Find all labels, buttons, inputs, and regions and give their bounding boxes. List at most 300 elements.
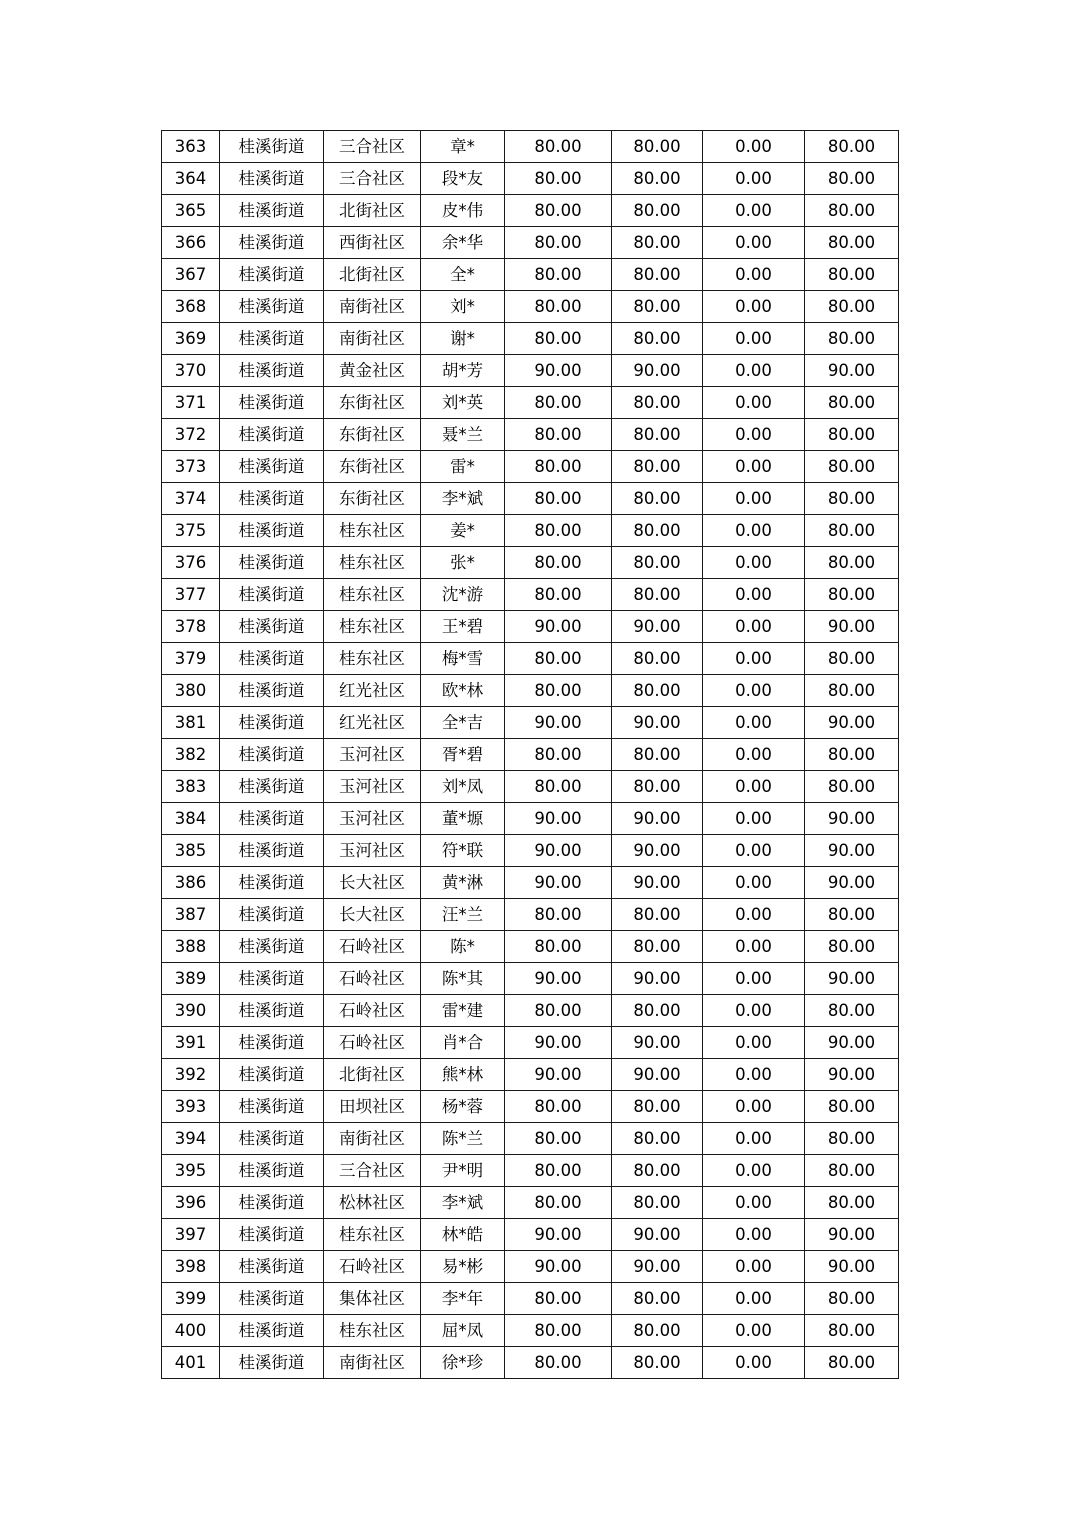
community-cell: 西街社区 xyxy=(324,227,421,259)
name-cell: 尹*明 xyxy=(421,1155,505,1187)
amount-cell-4: 80.00 xyxy=(805,387,899,419)
amount-cell-2: 80.00 xyxy=(612,579,703,611)
table-row xyxy=(162,259,899,291)
amount-cell-4: 80.00 xyxy=(805,1091,899,1123)
row-number-cell: 367 xyxy=(162,259,220,291)
amount-cell-4: 90.00 xyxy=(805,1251,899,1283)
subdistrict-cell: 桂溪街道 xyxy=(220,579,324,611)
amount-cell-1: 80.00 xyxy=(505,419,612,451)
amount-cell-4: 80.00 xyxy=(805,195,899,227)
amount-cell-1: 80.00 xyxy=(505,1347,612,1379)
amount-cell-2: 90.00 xyxy=(612,355,703,387)
table-row xyxy=(162,419,899,451)
name-cell: 梅*雪 xyxy=(421,643,505,675)
amount-cell-4: 90.00 xyxy=(805,1219,899,1251)
amount-cell-2: 90.00 xyxy=(612,963,703,995)
amount-cell-4: 90.00 xyxy=(805,355,899,387)
amount-cell-3: 0.00 xyxy=(703,643,805,675)
amount-cell-2: 80.00 xyxy=(612,387,703,419)
row-number-cell: 381 xyxy=(162,707,220,739)
amount-cell-4: 80.00 xyxy=(805,515,899,547)
community-cell: 石岭社区 xyxy=(324,995,421,1027)
name-cell: 林*皓 xyxy=(421,1219,505,1251)
amount-cell-3: 0.00 xyxy=(703,867,805,899)
amount-cell-4: 80.00 xyxy=(805,899,899,931)
table-row xyxy=(162,963,899,995)
row-number-cell: 391 xyxy=(162,1027,220,1059)
amount-cell-2: 80.00 xyxy=(612,1123,703,1155)
amount-cell-3: 0.00 xyxy=(703,995,805,1027)
amount-cell-1: 90.00 xyxy=(505,803,612,835)
amount-cell-2: 80.00 xyxy=(612,1315,703,1347)
subdistrict-cell: 桂溪街道 xyxy=(220,643,324,675)
table-row xyxy=(162,611,899,643)
amount-cell-3: 0.00 xyxy=(703,1283,805,1315)
table-row xyxy=(162,547,899,579)
row-number-cell: 389 xyxy=(162,963,220,995)
subdistrict-cell: 桂溪街道 xyxy=(220,131,324,163)
amount-cell-4: 80.00 xyxy=(805,1155,899,1187)
amount-cell-3: 0.00 xyxy=(703,291,805,323)
name-cell: 沈*游 xyxy=(421,579,505,611)
amount-cell-3: 0.00 xyxy=(703,131,805,163)
community-cell: 桂东社区 xyxy=(324,547,421,579)
name-cell: 肖*合 xyxy=(421,1027,505,1059)
row-number-cell: 363 xyxy=(162,131,220,163)
amount-cell-4: 80.00 xyxy=(805,259,899,291)
name-cell: 陈*兰 xyxy=(421,1123,505,1155)
subdistrict-cell: 桂溪街道 xyxy=(220,835,324,867)
amount-cell-4: 80.00 xyxy=(805,1315,899,1347)
name-cell: 徐*珍 xyxy=(421,1347,505,1379)
row-number-cell: 390 xyxy=(162,995,220,1027)
name-cell: 段*友 xyxy=(421,163,505,195)
amount-cell-2: 80.00 xyxy=(612,291,703,323)
amount-cell-1: 80.00 xyxy=(505,643,612,675)
name-cell: 雷*建 xyxy=(421,995,505,1027)
community-cell: 桂东社区 xyxy=(324,1315,421,1347)
row-number-cell: 380 xyxy=(162,675,220,707)
community-cell: 三合社区 xyxy=(324,131,421,163)
amount-cell-3: 0.00 xyxy=(703,227,805,259)
name-cell: 胥*碧 xyxy=(421,739,505,771)
amount-cell-1: 80.00 xyxy=(505,259,612,291)
amount-cell-2: 80.00 xyxy=(612,195,703,227)
subdistrict-cell: 桂溪街道 xyxy=(220,803,324,835)
amount-cell-2: 80.00 xyxy=(612,451,703,483)
subdistrict-cell: 桂溪街道 xyxy=(220,963,324,995)
table-row xyxy=(162,163,899,195)
table-row xyxy=(162,131,899,163)
amount-cell-3: 0.00 xyxy=(703,163,805,195)
amount-cell-2: 80.00 xyxy=(612,131,703,163)
row-number-cell: 401 xyxy=(162,1347,220,1379)
name-cell: 余*华 xyxy=(421,227,505,259)
table-row xyxy=(162,1059,899,1091)
community-cell: 玉河社区 xyxy=(324,771,421,803)
amount-cell-1: 80.00 xyxy=(505,931,612,963)
table-row xyxy=(162,1251,899,1283)
subdistrict-cell: 桂溪街道 xyxy=(220,611,324,643)
amount-cell-2: 80.00 xyxy=(612,163,703,195)
table-row xyxy=(162,643,899,675)
subdistrict-cell: 桂溪街道 xyxy=(220,419,324,451)
amount-cell-2: 80.00 xyxy=(612,515,703,547)
community-cell: 长大社区 xyxy=(324,867,421,899)
amount-cell-3: 0.00 xyxy=(703,675,805,707)
amount-cell-1: 80.00 xyxy=(505,771,612,803)
amount-cell-1: 80.00 xyxy=(505,387,612,419)
name-cell: 欧*林 xyxy=(421,675,505,707)
subdistrict-cell: 桂溪街道 xyxy=(220,1251,324,1283)
community-cell: 红光社区 xyxy=(324,707,421,739)
amount-cell-2: 80.00 xyxy=(612,1347,703,1379)
name-cell: 李*斌 xyxy=(421,1187,505,1219)
amount-cell-1: 80.00 xyxy=(505,1123,612,1155)
amount-cell-3: 0.00 xyxy=(703,195,805,227)
name-cell: 李*年 xyxy=(421,1283,505,1315)
amount-cell-1: 90.00 xyxy=(505,1027,612,1059)
amount-cell-3: 0.00 xyxy=(703,899,805,931)
row-number-cell: 394 xyxy=(162,1123,220,1155)
row-number-cell: 397 xyxy=(162,1219,220,1251)
amount-cell-2: 90.00 xyxy=(612,835,703,867)
community-cell: 东街社区 xyxy=(324,451,421,483)
amount-cell-4: 80.00 xyxy=(805,771,899,803)
amount-cell-3: 0.00 xyxy=(703,835,805,867)
name-cell: 董*塬 xyxy=(421,803,505,835)
amount-cell-4: 90.00 xyxy=(805,1059,899,1091)
table-row xyxy=(162,707,899,739)
name-cell: 杨*蓉 xyxy=(421,1091,505,1123)
amount-cell-3: 0.00 xyxy=(703,323,805,355)
subdistrict-cell: 桂溪街道 xyxy=(220,1059,324,1091)
amount-cell-2: 80.00 xyxy=(612,643,703,675)
amount-cell-3: 0.00 xyxy=(703,451,805,483)
amount-cell-2: 80.00 xyxy=(612,227,703,259)
name-cell: 聂*兰 xyxy=(421,419,505,451)
amount-cell-3: 0.00 xyxy=(703,547,805,579)
amount-cell-1: 80.00 xyxy=(505,131,612,163)
subdistrict-cell: 桂溪街道 xyxy=(220,323,324,355)
table-row xyxy=(162,771,899,803)
table-row xyxy=(162,291,899,323)
amount-cell-4: 80.00 xyxy=(805,163,899,195)
community-cell: 北街社区 xyxy=(324,259,421,291)
amount-cell-3: 0.00 xyxy=(703,419,805,451)
amount-cell-4: 80.00 xyxy=(805,931,899,963)
table-row xyxy=(162,1091,899,1123)
amount-cell-3: 0.00 xyxy=(703,1091,805,1123)
amount-cell-2: 90.00 xyxy=(612,611,703,643)
subdistrict-cell: 桂溪街道 xyxy=(220,1155,324,1187)
table-row xyxy=(162,931,899,963)
amount-cell-4: 80.00 xyxy=(805,1123,899,1155)
amount-cell-1: 80.00 xyxy=(505,579,612,611)
amount-cell-2: 80.00 xyxy=(612,1283,703,1315)
community-cell: 石岭社区 xyxy=(324,963,421,995)
amount-cell-2: 90.00 xyxy=(612,803,703,835)
row-number-cell: 369 xyxy=(162,323,220,355)
amount-cell-1: 90.00 xyxy=(505,963,612,995)
subdistrict-cell: 桂溪街道 xyxy=(220,515,324,547)
amount-cell-3: 0.00 xyxy=(703,579,805,611)
row-number-cell: 386 xyxy=(162,867,220,899)
row-number-cell: 398 xyxy=(162,1251,220,1283)
amount-cell-4: 80.00 xyxy=(805,579,899,611)
amount-cell-1: 80.00 xyxy=(505,1315,612,1347)
subdistrict-cell: 桂溪街道 xyxy=(220,1027,324,1059)
table-row xyxy=(162,675,899,707)
table-row xyxy=(162,387,899,419)
amount-cell-1: 90.00 xyxy=(505,835,612,867)
amount-cell-1: 80.00 xyxy=(505,1283,612,1315)
community-cell: 玉河社区 xyxy=(324,739,421,771)
subdistrict-cell: 桂溪街道 xyxy=(220,707,324,739)
amount-cell-1: 80.00 xyxy=(505,195,612,227)
amount-cell-2: 80.00 xyxy=(612,931,703,963)
table-row xyxy=(162,995,899,1027)
amount-cell-1: 80.00 xyxy=(505,1091,612,1123)
community-cell: 南街社区 xyxy=(324,323,421,355)
community-cell: 三合社区 xyxy=(324,163,421,195)
row-number-cell: 400 xyxy=(162,1315,220,1347)
name-cell: 熊*林 xyxy=(421,1059,505,1091)
amount-cell-4: 80.00 xyxy=(805,131,899,163)
row-number-cell: 399 xyxy=(162,1283,220,1315)
amount-cell-3: 0.00 xyxy=(703,1347,805,1379)
amount-cell-3: 0.00 xyxy=(703,1219,805,1251)
subdistrict-cell: 桂溪街道 xyxy=(220,259,324,291)
row-number-cell: 382 xyxy=(162,739,220,771)
row-number-cell: 374 xyxy=(162,483,220,515)
name-cell: 李*斌 xyxy=(421,483,505,515)
subdistrict-cell: 桂溪街道 xyxy=(220,1315,324,1347)
community-cell: 红光社区 xyxy=(324,675,421,707)
subdistrict-cell: 桂溪街道 xyxy=(220,771,324,803)
amount-cell-2: 80.00 xyxy=(612,483,703,515)
row-number-cell: 375 xyxy=(162,515,220,547)
subdistrict-cell: 桂溪街道 xyxy=(220,227,324,259)
row-number-cell: 370 xyxy=(162,355,220,387)
amount-cell-2: 90.00 xyxy=(612,1059,703,1091)
name-cell: 刘*英 xyxy=(421,387,505,419)
amount-cell-2: 80.00 xyxy=(612,1091,703,1123)
subdistrict-cell: 桂溪街道 xyxy=(220,291,324,323)
community-cell: 三合社区 xyxy=(324,1155,421,1187)
name-cell: 皮*伟 xyxy=(421,195,505,227)
community-cell: 桂东社区 xyxy=(324,643,421,675)
row-number-cell: 392 xyxy=(162,1059,220,1091)
row-number-cell: 368 xyxy=(162,291,220,323)
table-row xyxy=(162,579,899,611)
amount-cell-3: 0.00 xyxy=(703,1251,805,1283)
subdistrict-cell: 桂溪街道 xyxy=(220,1123,324,1155)
amount-cell-1: 80.00 xyxy=(505,739,612,771)
name-cell: 陈* xyxy=(421,931,505,963)
amount-cell-1: 80.00 xyxy=(505,227,612,259)
community-cell: 东街社区 xyxy=(324,483,421,515)
subdistrict-cell: 桂溪街道 xyxy=(220,355,324,387)
community-cell: 东街社区 xyxy=(324,419,421,451)
community-cell: 石岭社区 xyxy=(324,931,421,963)
row-number-cell: 384 xyxy=(162,803,220,835)
row-number-cell: 396 xyxy=(162,1187,220,1219)
row-number-cell: 387 xyxy=(162,899,220,931)
name-cell: 陈*其 xyxy=(421,963,505,995)
row-number-cell: 371 xyxy=(162,387,220,419)
table-row xyxy=(162,1123,899,1155)
name-cell: 符*联 xyxy=(421,835,505,867)
subdistrict-cell: 桂溪街道 xyxy=(220,931,324,963)
subdistrict-cell: 桂溪街道 xyxy=(220,1091,324,1123)
row-number-cell: 379 xyxy=(162,643,220,675)
amount-cell-3: 0.00 xyxy=(703,1155,805,1187)
community-cell: 桂东社区 xyxy=(324,579,421,611)
table-body xyxy=(162,131,899,1379)
community-cell: 田坝社区 xyxy=(324,1091,421,1123)
amount-cell-4: 80.00 xyxy=(805,451,899,483)
amount-cell-4: 80.00 xyxy=(805,1187,899,1219)
amount-cell-3: 0.00 xyxy=(703,963,805,995)
table-row xyxy=(162,1315,899,1347)
table-row xyxy=(162,1219,899,1251)
community-cell: 石岭社区 xyxy=(324,1251,421,1283)
community-cell: 石岭社区 xyxy=(324,1027,421,1059)
table-row xyxy=(162,451,899,483)
row-number-cell: 373 xyxy=(162,451,220,483)
amount-cell-1: 80.00 xyxy=(505,675,612,707)
row-number-cell: 395 xyxy=(162,1155,220,1187)
community-cell: 集体社区 xyxy=(324,1283,421,1315)
amount-cell-4: 80.00 xyxy=(805,419,899,451)
table-row xyxy=(162,1347,899,1379)
community-cell: 玉河社区 xyxy=(324,803,421,835)
name-cell: 胡*芳 xyxy=(421,355,505,387)
subdistrict-cell: 桂溪街道 xyxy=(220,1187,324,1219)
amount-cell-2: 90.00 xyxy=(612,707,703,739)
row-number-cell: 383 xyxy=(162,771,220,803)
name-cell: 姜* xyxy=(421,515,505,547)
name-cell: 易*彬 xyxy=(421,1251,505,1283)
name-cell: 王*碧 xyxy=(421,611,505,643)
row-number-cell: 376 xyxy=(162,547,220,579)
community-cell: 南街社区 xyxy=(324,291,421,323)
community-cell: 北街社区 xyxy=(324,195,421,227)
community-cell: 玉河社区 xyxy=(324,835,421,867)
subdistrict-cell: 桂溪街道 xyxy=(220,899,324,931)
amount-cell-2: 80.00 xyxy=(612,1155,703,1187)
amount-cell-1: 80.00 xyxy=(505,163,612,195)
amount-cell-1: 90.00 xyxy=(505,707,612,739)
amount-cell-1: 80.00 xyxy=(505,1187,612,1219)
amount-cell-4: 80.00 xyxy=(805,1347,899,1379)
amount-cell-3: 0.00 xyxy=(703,1187,805,1219)
amount-cell-3: 0.00 xyxy=(703,483,805,515)
amount-cell-1: 80.00 xyxy=(505,451,612,483)
amount-cell-2: 90.00 xyxy=(612,1027,703,1059)
name-cell: 章* xyxy=(421,131,505,163)
amount-cell-1: 80.00 xyxy=(505,515,612,547)
amount-cell-2: 80.00 xyxy=(612,771,703,803)
amount-cell-2: 80.00 xyxy=(612,323,703,355)
amount-cell-3: 0.00 xyxy=(703,931,805,963)
amount-cell-3: 0.00 xyxy=(703,707,805,739)
subdistrict-cell: 桂溪街道 xyxy=(220,163,324,195)
amount-cell-1: 90.00 xyxy=(505,355,612,387)
name-cell: 刘*凤 xyxy=(421,771,505,803)
amount-cell-1: 80.00 xyxy=(505,291,612,323)
subdistrict-cell: 桂溪街道 xyxy=(220,387,324,419)
row-number-cell: 366 xyxy=(162,227,220,259)
amount-cell-2: 80.00 xyxy=(612,995,703,1027)
amount-cell-4: 90.00 xyxy=(805,835,899,867)
amount-cell-4: 80.00 xyxy=(805,547,899,579)
amount-cell-3: 0.00 xyxy=(703,259,805,291)
amount-cell-1: 80.00 xyxy=(505,323,612,355)
amount-cell-1: 90.00 xyxy=(505,1251,612,1283)
subdistrict-cell: 桂溪街道 xyxy=(220,995,324,1027)
amount-cell-3: 0.00 xyxy=(703,1027,805,1059)
amount-cell-2: 90.00 xyxy=(612,1219,703,1251)
amount-cell-4: 90.00 xyxy=(805,867,899,899)
amount-cell-3: 0.00 xyxy=(703,1059,805,1091)
name-cell: 全*吉 xyxy=(421,707,505,739)
subdistrict-cell: 桂溪街道 xyxy=(220,451,324,483)
amount-cell-4: 80.00 xyxy=(805,643,899,675)
amount-cell-4: 80.00 xyxy=(805,675,899,707)
community-cell: 松林社区 xyxy=(324,1187,421,1219)
amount-cell-2: 90.00 xyxy=(612,867,703,899)
subdistrict-cell: 桂溪街道 xyxy=(220,1283,324,1315)
amount-cell-2: 80.00 xyxy=(612,547,703,579)
amount-cell-3: 0.00 xyxy=(703,1315,805,1347)
community-cell: 长大社区 xyxy=(324,899,421,931)
amount-cell-1: 90.00 xyxy=(505,1059,612,1091)
name-cell: 全* xyxy=(421,259,505,291)
amount-cell-2: 90.00 xyxy=(612,1251,703,1283)
community-cell: 黄金社区 xyxy=(324,355,421,387)
table-row xyxy=(162,195,899,227)
name-cell: 雷* xyxy=(421,451,505,483)
community-cell: 桂东社区 xyxy=(324,1219,421,1251)
row-number-cell: 372 xyxy=(162,419,220,451)
row-number-cell: 388 xyxy=(162,931,220,963)
table-row xyxy=(162,515,899,547)
amount-cell-2: 80.00 xyxy=(612,259,703,291)
table-row xyxy=(162,355,899,387)
amount-cell-4: 90.00 xyxy=(805,963,899,995)
amount-cell-3: 0.00 xyxy=(703,771,805,803)
amount-cell-2: 80.00 xyxy=(612,899,703,931)
amount-cell-1: 90.00 xyxy=(505,611,612,643)
amount-cell-3: 0.00 xyxy=(703,611,805,643)
table-row xyxy=(162,899,899,931)
amount-cell-4: 80.00 xyxy=(805,227,899,259)
name-cell: 谢* xyxy=(421,323,505,355)
name-cell: 刘* xyxy=(421,291,505,323)
name-cell: 屈*凤 xyxy=(421,1315,505,1347)
amount-cell-4: 80.00 xyxy=(805,291,899,323)
amount-cell-4: 80.00 xyxy=(805,995,899,1027)
community-cell: 东街社区 xyxy=(324,387,421,419)
amount-cell-1: 80.00 xyxy=(505,547,612,579)
community-cell: 南街社区 xyxy=(324,1123,421,1155)
subdistrict-cell: 桂溪街道 xyxy=(220,1347,324,1379)
community-cell: 北街社区 xyxy=(324,1059,421,1091)
amount-cell-1: 80.00 xyxy=(505,483,612,515)
amount-cell-2: 80.00 xyxy=(612,419,703,451)
